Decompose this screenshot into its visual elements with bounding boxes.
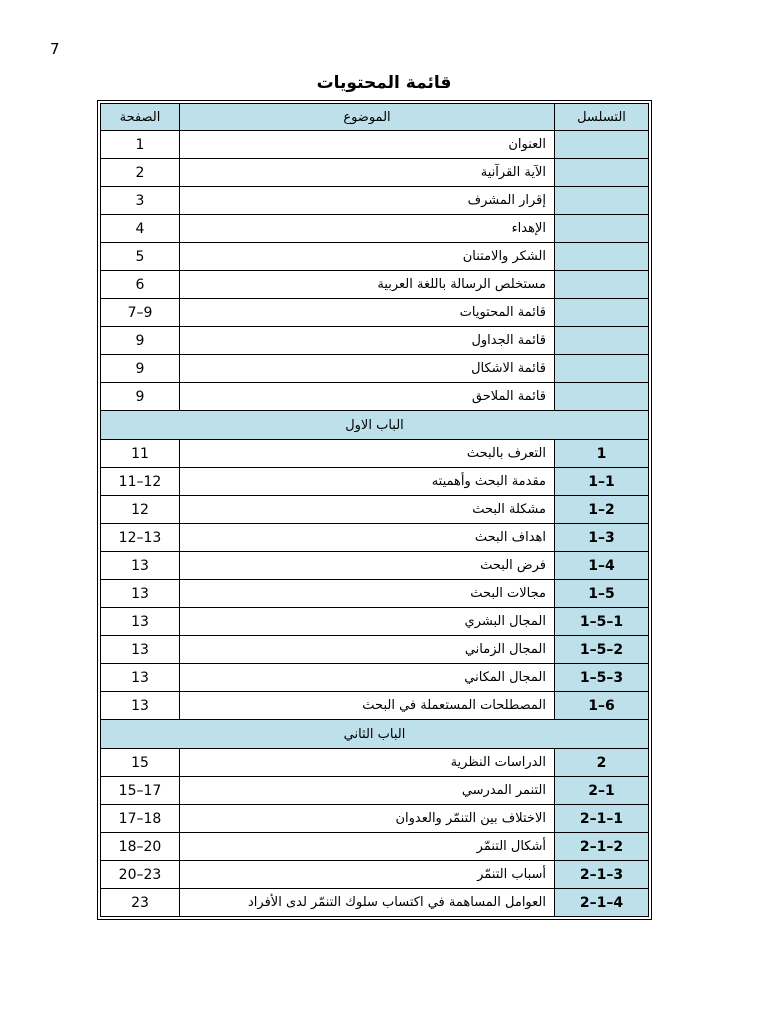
header-topic: الموضوع — [180, 104, 555, 131]
seq-cell: 1–5 — [555, 580, 649, 608]
page-cell: 20–23 — [101, 861, 180, 889]
table-row — [101, 468, 649, 496]
seq-cell: 1–6 — [555, 692, 649, 720]
table-header-row — [101, 104, 649, 131]
seq-cell: 2–1–1 — [555, 805, 649, 833]
table-row — [101, 552, 649, 580]
page-cell: 11 — [101, 440, 180, 468]
page-cell: 17–18 — [101, 805, 180, 833]
page-cell: 6 — [101, 271, 180, 299]
topic-cell: التعرف بالبحث — [180, 440, 555, 468]
page-cell: 7–9 — [101, 299, 180, 327]
seq-cell — [555, 215, 649, 243]
table-row — [101, 159, 649, 187]
seq-cell — [555, 243, 649, 271]
page-cell: 13 — [101, 664, 180, 692]
page-cell: 18–20 — [101, 833, 180, 861]
topic-cell: الاختلاف بين التنمّر والعدوان — [180, 805, 555, 833]
topic-cell: المصطلحات المستعملة في البحث — [180, 692, 555, 720]
table-row — [101, 355, 649, 383]
table-row — [101, 580, 649, 608]
table-row — [101, 608, 649, 636]
chapter-2-header-title: الباب الثاني — [101, 720, 649, 749]
page-cell: 13 — [101, 552, 180, 580]
seq-cell — [555, 131, 649, 159]
seq-cell — [555, 271, 649, 299]
topic-cell: اهداف البحث — [180, 524, 555, 552]
table-row — [101, 664, 649, 692]
topic-cell: الدراسات النظرية — [180, 749, 555, 777]
seq-cell — [555, 159, 649, 187]
seq-cell: 2–1–3 — [555, 861, 649, 889]
table-row — [101, 749, 649, 777]
table-row — [101, 777, 649, 805]
table-row — [101, 271, 649, 299]
table-row — [101, 889, 649, 917]
table-row — [101, 440, 649, 468]
table-row — [101, 383, 649, 411]
table-row — [101, 496, 649, 524]
page-title: قائمة المحتويات — [316, 73, 452, 93]
seq-cell — [555, 355, 649, 383]
seq-cell: 1–5–3 — [555, 664, 649, 692]
page-cell: 3 — [101, 187, 180, 215]
page-cell: 2 — [101, 159, 180, 187]
topic-cell: الشكر والامتنان — [180, 243, 555, 271]
page-cell: 9 — [101, 327, 180, 355]
page-cell: 12 — [101, 496, 180, 524]
topic-cell: العنوان — [180, 131, 555, 159]
header-seq: التسلسل — [555, 104, 649, 131]
topic-cell: قائمة الجداول — [180, 327, 555, 355]
topic-cell: قائمة الاشكال — [180, 355, 555, 383]
table-row — [101, 524, 649, 552]
table-row — [101, 692, 649, 720]
seq-cell: 1–5–2 — [555, 636, 649, 664]
seq-cell: 2–1–2 — [555, 833, 649, 861]
seq-cell: 2–1–4 — [555, 889, 649, 917]
table-row — [101, 215, 649, 243]
topic-cell: مستخلص الرسالة باللغة العربية — [180, 271, 555, 299]
page-cell: 9 — [101, 383, 180, 411]
topic-cell: إقرار المشرف — [180, 187, 555, 215]
table-row — [101, 833, 649, 861]
table-row — [101, 636, 649, 664]
page-cell: 11–12 — [101, 468, 180, 496]
table-row — [101, 299, 649, 327]
chapter-1-header — [101, 411, 649, 440]
seq-cell — [555, 327, 649, 355]
header-page: الصفحة — [101, 104, 180, 131]
table-row — [101, 243, 649, 271]
chapter-1-header-title: الباب الاول — [101, 411, 649, 440]
seq-cell: 1 — [555, 440, 649, 468]
topic-cell: المجال المكاني — [180, 664, 555, 692]
page-cell: 12–13 — [101, 524, 180, 552]
topic-cell: المجال البشري — [180, 608, 555, 636]
topic-cell: قائمة الملاحق — [180, 383, 555, 411]
page-number: 7 — [50, 40, 60, 58]
topic-cell: فرض البحث — [180, 552, 555, 580]
seq-cell: 1–2 — [555, 496, 649, 524]
topic-cell: قائمة المحتويات — [180, 299, 555, 327]
seq-cell: 1–4 — [555, 552, 649, 580]
page-cell: 15 — [101, 749, 180, 777]
topic-cell: الإهداء — [180, 215, 555, 243]
topic-cell: أشكال التنمّر — [180, 833, 555, 861]
seq-cell: 2–1 — [555, 777, 649, 805]
page-cell: 13 — [101, 580, 180, 608]
seq-cell: 1–1 — [555, 468, 649, 496]
seq-cell — [555, 187, 649, 215]
topic-cell: العوامل المساهمة في اكتساب سلوك التنمّر لدى الأفراد — [180, 889, 555, 917]
toc-table-frame — [97, 100, 652, 920]
page-cell: 5 — [101, 243, 180, 271]
table-row — [101, 327, 649, 355]
topic-cell: أسباب التنمّر — [180, 861, 555, 889]
topic-cell: المجال الزماني — [180, 636, 555, 664]
page-cell: 4 — [101, 215, 180, 243]
seq-cell: 2 — [555, 749, 649, 777]
topic-cell: مشكلة البحث — [180, 496, 555, 524]
page-cell: 13 — [101, 608, 180, 636]
table-row — [101, 131, 649, 159]
topic-cell: التنمر المدرسي — [180, 777, 555, 805]
page-cell: 13 — [101, 692, 180, 720]
table-row — [101, 187, 649, 215]
page-cell: 1 — [101, 131, 180, 159]
seq-cell — [555, 299, 649, 327]
topic-cell: الآية القرآنية — [180, 159, 555, 187]
toc-table — [100, 103, 649, 917]
seq-cell: 1–5–1 — [555, 608, 649, 636]
page-cell: 23 — [101, 889, 180, 917]
table-row — [101, 861, 649, 889]
seq-cell — [555, 383, 649, 411]
table-row — [101, 805, 649, 833]
page-cell: 13 — [101, 636, 180, 664]
page-cell: 15–17 — [101, 777, 180, 805]
page-cell: 9 — [101, 355, 180, 383]
seq-cell: 1–3 — [555, 524, 649, 552]
topic-cell: مجالات البحث — [180, 580, 555, 608]
chapter-2-header — [101, 720, 649, 749]
topic-cell: مقدمة البحث وأهميته — [180, 468, 555, 496]
